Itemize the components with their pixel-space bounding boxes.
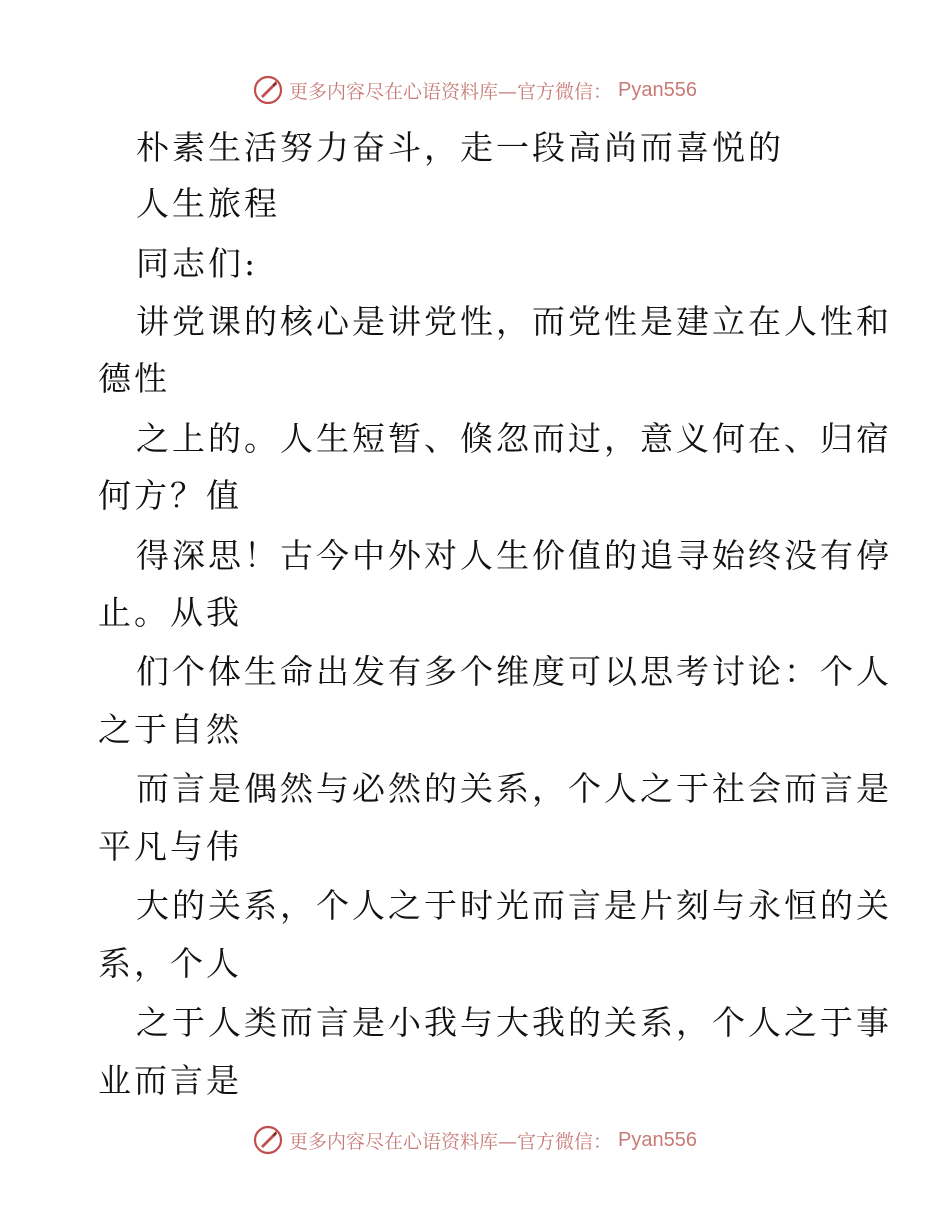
text-line: 朴素生活努力奋斗，走一段高尚而喜悦的 <box>136 128 784 167</box>
text-line: 们个体生命出发有多个维度可以思考讨论：个人 <box>136 652 892 691</box>
footer-watermark <box>0 1120 950 1160</box>
text-line: 得深思！古今中外对人生价值的追寻始终没有停 <box>136 536 892 575</box>
text-line: 何方？值 <box>98 476 242 515</box>
text-line: 之于自然 <box>98 710 242 749</box>
text-line: 大的关系，个人之于时光而言是片刻与永恒的关 <box>136 886 892 925</box>
watermark-id: Pyan556 <box>618 1128 697 1151</box>
text-line: 而言是偶然与必然的关系，个人之于社会而言是 <box>136 769 892 808</box>
pen-logo-icon <box>253 1125 283 1155</box>
text-line: 业而言是 <box>98 1061 242 1100</box>
text-line: 之于人类而言是小我与大我的关系，个人之于事 <box>136 1003 892 1042</box>
text-line: 讲党课的核心是讲党性，而党性是建立在人性和 <box>136 302 892 341</box>
text-line: 系，个人 <box>98 944 242 983</box>
text-line: 平凡与伟 <box>98 827 242 866</box>
text-line: 人生旅程 <box>136 184 280 223</box>
pen-logo-icon <box>253 75 283 105</box>
text-line: 止。从我 <box>98 593 242 632</box>
watermark-text: 更多内容尽在心语资料库—官方微信： <box>289 1130 613 1153</box>
watermark-text: 更多内容尽在心语资料库—官方微信： <box>289 80 613 103</box>
text-line: 德性 <box>98 359 170 398</box>
watermark-id: Pyan556 <box>618 78 697 101</box>
text-line: 之上的。人生短暂、倏忽而过，意义何在、归宿 <box>136 419 892 458</box>
text-line: 同志们: <box>136 244 259 283</box>
header-watermark <box>0 70 950 110</box>
